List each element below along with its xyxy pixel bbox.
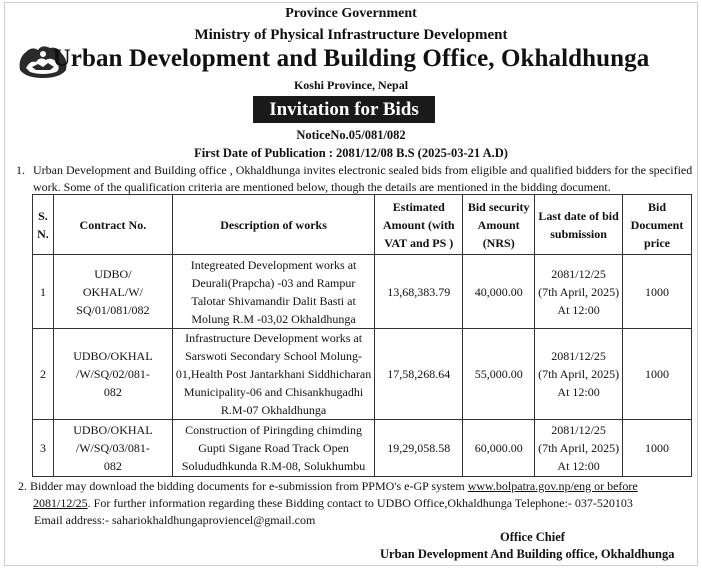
header-description: Description of works [172,195,375,255]
notice-number: NoticeNo.05/081/082 [296,128,406,142]
desc-line: Deurali(Prapcha) -03 and Rampur [191,275,356,290]
date-line: 2081/12/25 [551,349,606,363]
bolpatra-link[interactable]: www.bolpatra.gov.np/eng or before [467,479,638,493]
header-security-line: Bid security [467,199,530,214]
paragraph-2-number: 2. [18,479,27,493]
header-security-line: Amount [477,217,520,232]
contract-line: 082 [103,385,122,399]
invitation-banner: Invitation for Bids [253,96,435,123]
row-price: 1000 [623,420,692,477]
paragraph-1-number: 1. [16,163,25,177]
header-amount [375,195,463,255]
desc-line: Molung R.M -03,02 Okhaldhunga [191,311,356,326]
contract-line: UDBO/OKHAL [73,349,153,363]
signatory-title: Office Chief [500,530,565,544]
office-title: Urban Development and Building Office, Okhaldhunga [52,45,650,72]
date-line: (7th April, 2025) [538,441,620,455]
paragraph-2-text-a: Bidder may download the bidding documents for e-submission from PPMO's e-GP system [30,479,468,493]
desc-line: 01,Health Post Jantarkhani Siddhicharan [175,367,372,381]
row-security: 55,000.00 [463,329,535,420]
date-line: At 12:00 [557,459,600,473]
signatory-office: Urban Development And Building office, Okhaldhunga [380,547,675,561]
email-address: Email address:- sahariokhaldhungaproviencel@gmail.com [34,513,316,527]
header-date-line: Last date of bid [538,208,619,223]
row-contract [53,255,172,329]
row-sn: 3 [33,420,54,477]
header-contract: Contract No. [53,195,172,255]
contract-line: SQ/01/081/082 [76,302,150,317]
bids-table [32,194,692,477]
row-price: 1000 [623,329,692,420]
row-date [535,329,623,420]
header-price [623,195,692,255]
row-contract [53,420,172,477]
desc-line: Talotar Shivamandir Dalit Basti at [191,293,356,308]
paragraph-1 [18,162,694,196]
date-line: 2081/12/25 [551,423,606,437]
header-sn-line: N. [37,226,49,241]
table-row [33,420,692,477]
table-row [33,255,692,329]
row-description [172,420,375,477]
row-amount: 19,29,058.58 [375,420,463,477]
header-price-line: Bid [648,199,667,214]
ministry-heading: Ministry of Physical Infrastructure Development [194,27,508,43]
header-amount-line: VAT and PS ) [384,235,454,250]
header-sn [33,195,54,255]
deadline-date: 2081/12/25 [33,496,88,510]
desc-line: Gupti Sigane Road Track Open [198,441,349,455]
date-line: (7th April, 2025) [538,284,620,299]
row-sn: 1 [33,255,54,329]
contract-line: UDBO/ [94,266,132,281]
row-price: 1000 [623,255,692,329]
row-contract [53,329,172,420]
desc-line: Infrastructure Development works at [185,331,363,345]
header-amount-line: Amount (with [382,217,455,232]
header-last-date [535,195,623,255]
row-security: 60,000.00 [463,420,535,477]
header-amount-line: Estimated [392,199,445,214]
location-text: Koshi Province, Nepal [293,78,409,92]
province-heading: Province Government [285,6,417,21]
desc-line: R.M-07 Okhaldhunga [220,403,327,417]
contract-line: /W/SQ/03/081- [75,441,150,455]
date-line: At 12:00 [557,302,600,317]
desc-line: Municipality-06 and Chisankhugadhi [183,385,364,399]
header-date-line: submission [550,226,607,241]
paragraph-2 [18,478,694,512]
header-security [463,195,535,255]
date-line: At 12:00 [557,385,600,399]
row-security: 40,000.00 [463,255,535,329]
header-sn-line: S. [38,208,48,223]
row-date [535,255,623,329]
date-line: (7th April, 2025) [538,367,620,381]
contract-line: /W/SQ/02/081- [75,367,150,381]
row-amount: 17,58,268.64 [375,329,463,420]
header-price-line: Document [630,217,684,232]
paragraph-1-text: Urban Development and Building office , Okhaldhunga invites electronic sealed bids from eligible and qualified bidders for the specified work. Some of the qualification criteria are mentioned below, though the details are mentioned in the bidding document. [33,163,693,194]
desc-line: Integreated Development works at [190,257,357,272]
table-row [33,329,692,420]
contract-line: UDBO/OKHAL [73,423,153,437]
row-description [172,329,375,420]
paragraph-2-text-b: . For further information regarding these Bidding contact to UDBO Office,Okhaldhunga Telephone:- 037-520103 [87,496,633,510]
row-sn: 2 [33,329,54,420]
header-security-line: (NRS) [482,235,515,250]
desc-line: Sarswoti Secondary School Molung- [185,349,363,363]
row-description [172,255,375,329]
row-date [535,420,623,477]
date-line: 2081/12/25 [551,266,606,281]
contract-line: 082 [103,459,122,473]
header-price-line: price [644,235,670,250]
desc-line: Construction of Piringding chimding [185,423,363,437]
desc-line: Solududhkunda R.M-08, Solukhumbu [181,459,366,473]
contract-line: OKHAL/W/ [82,284,143,299]
table-header-row [33,195,692,255]
first-publication-date: First Date of Publication : 2081/12/08 B.S (2025-03-21 A.D) [194,146,508,160]
row-amount: 13,68,383.79 [375,255,463,329]
